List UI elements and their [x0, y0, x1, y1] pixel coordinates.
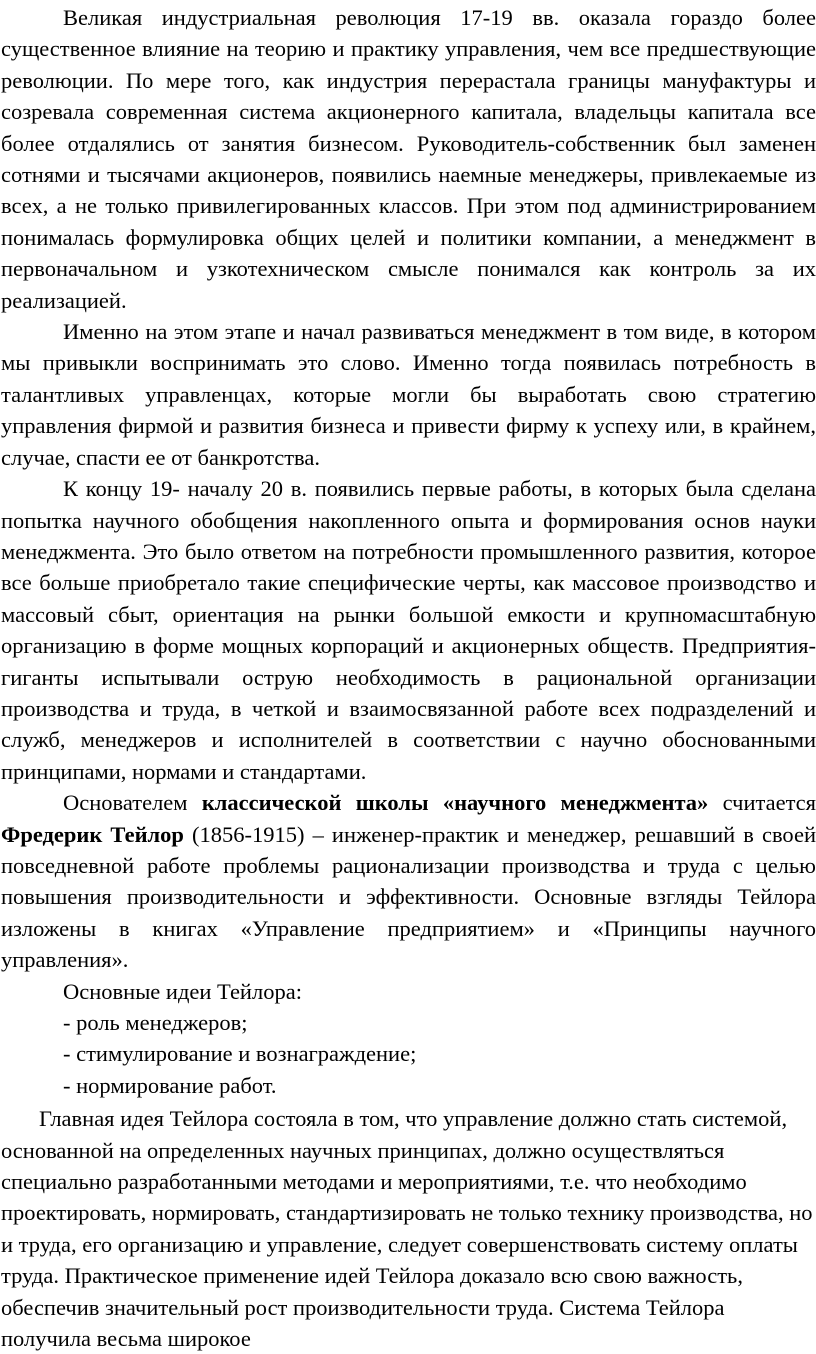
paragraph-taylor-founder — [1, 787, 816, 975]
paragraph-first-works: К концу 19- началу 20 в. появились первые работы, в которых была сделана попытка научного обобщения накопленного опыта и формирования основ науки менеджмента. Это было ответом на потребности промышленного развития, которое все больше приобретало такие специфические черты, как массовое производство и массовый сбыт, ориентация на рынки большой емкости и крупномасштабную организацию в форме мощных корпораций и акционерных обществ. Предприятия-гиганты испытывали острую необходимость в рациональной организации производства и труда, в четкой и взаимосвязанной работе всех подразделений и служб, менеджеров и исполнителей в соответствии с научно обоснованными принципами, нормами и стандартами. — [1, 476, 816, 784]
paragraph-management-stage: Именно на этом этапе и начал развиваться менеджмент в том виде, в котором мы привыкли воспринимать это слово. Именно тогда появилась потребность в талантливых управленцах, которые могли бы выработать свою стратегию управления фирмой и развития бизнеса и привести фирму к успеху или, в крайнем, случае, спасти ее от банкротства. — [1, 319, 816, 470]
paragraph-taylor-text-2: считается — [708, 790, 816, 816]
paragraph-industrial-revolution: Великая индустриальная революция 17-19 вв. оказала гораздо более существенное влияние на теорию и практику управления, чем все предшествующие революции. По мере того, как индустрия перерастала границы мануфактуры и созревала современная система акционерного капитала, владельцы капитала все более отдалялись от занятия бизнесом. Руководитель-собственник был заменен сотнями и тысячами акционеров, появились наемные менеджеры, привлекаемые из всех, а не только привилегированных классов. При этом под администрированием понималась формулировка общих целей и политики компании, а менеджмент в первоначальном и узкотехническом смысле понимался как контроль за их реализацией. — [1, 5, 816, 313]
paragraph-taylor-ideas-heading: Основные идеи Тейлора: — [63, 978, 302, 1004]
paragraph-taylor-main-idea: Главная идея Тейлора состояла в том, что управление должно стать системой, основанной на определенных научных принципах, должно осуществляться специально разработанными методами и мероприятиями, т.е. что необходимо проектировать, нормировать, стандартизировать не только технику производства, но и труда, его организацию и управление, следует совершенствовать систему оплаты труда. Практическое применение идей Тейлора доказало всю свою важность, обеспечив значительный рост производительности труда. Система Тейлора получила весьма широкое — [1, 1106, 813, 1352]
frederick-taylor-name: Фредерик Тейлор — [1, 821, 184, 847]
paragraph-taylor-text-1: Основателем — [63, 790, 202, 816]
list-item: - стимулирование и вознаграждение; — [63, 1041, 417, 1067]
paragraph-taylor-text-3: (1856-1915) – инженер-практик и менеджер, решавший в своей повседневной работе проблемы рационализации производства и труда с целью повышения производительности и эффективности. Основные взгляды Тейлора изложены в книгах «Управление предприятием» и «Принципы научного управления». — [1, 821, 816, 973]
list-item: - роль менеджеров; — [63, 1010, 248, 1035]
classical-school-term: классической школы «научного менеджмента» — [201, 790, 709, 816]
list-item: - нормирование работ. — [63, 1072, 277, 1098]
